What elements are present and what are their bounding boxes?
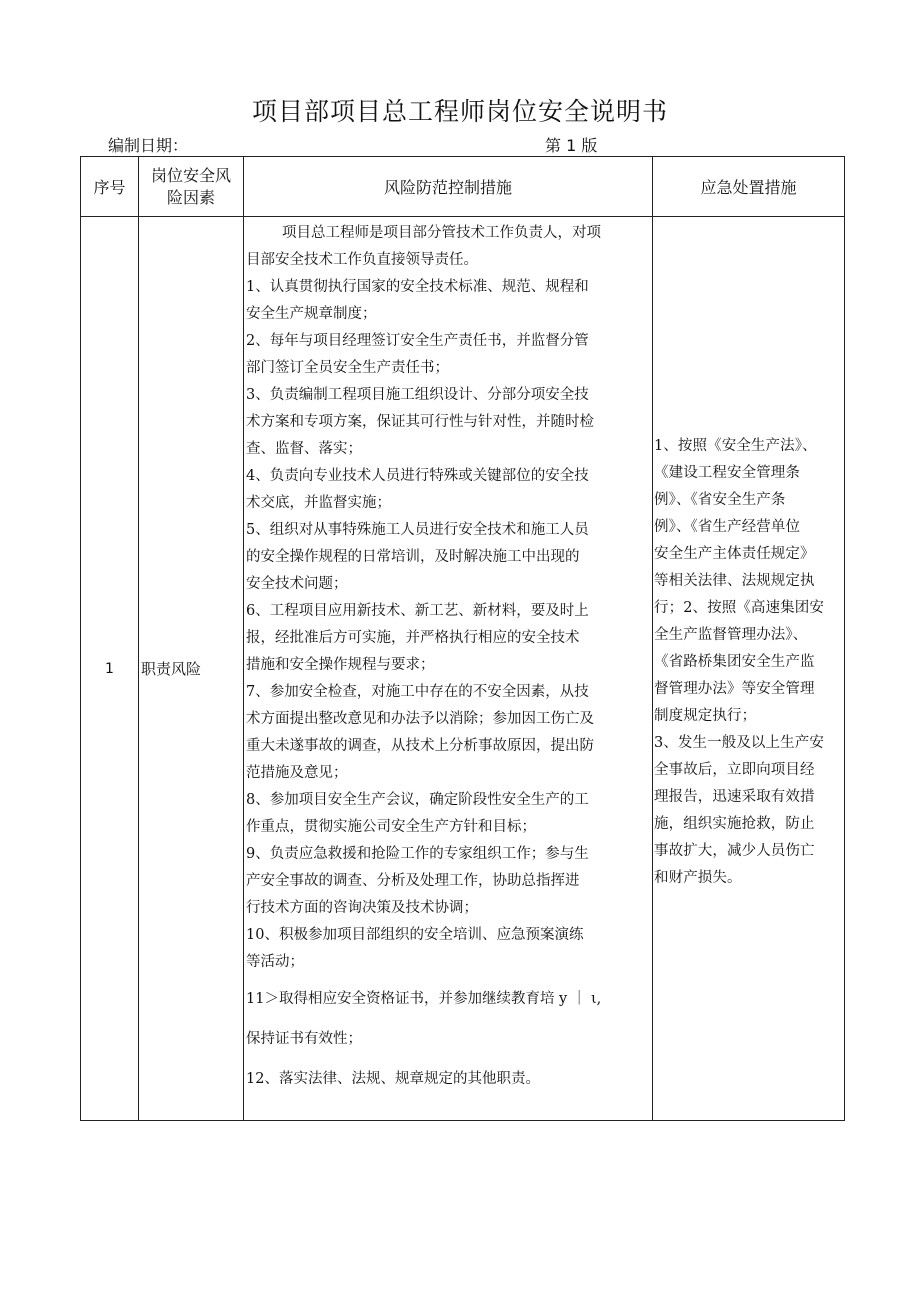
table-row — [81, 217, 845, 1121]
measure-line: 范措施及意见； — [246, 765, 348, 781]
emergency-line: 3、发生一般及以上生产安 — [654, 735, 824, 751]
measure-line: 查、监督、落实； — [246, 441, 362, 457]
measure-line: 措施和安全操作规程与要求； — [246, 657, 435, 673]
header-emergency-measures: 应急处置措施 — [653, 157, 845, 217]
measure-line: 安全技术问题； — [246, 576, 348, 592]
emergency-line: 安全生产主体责任规定》 — [654, 546, 815, 562]
measure-line: 6、工程项目应用新技术、新工艺、新材料，要及时上 — [246, 603, 589, 619]
version-label: 第 1 版 — [545, 136, 598, 155]
emergency-line: 例》、《省安全生产条 — [654, 492, 786, 508]
emergency-line: 全生产监督管理办法》、 — [654, 627, 808, 643]
document-title: 项目部项目总工程师岗位安全说明书 — [251, 97, 668, 126]
emergency-line: 等相关法律、法规规定执 — [654, 573, 815, 589]
risk-table — [80, 156, 845, 1121]
row-risk-factor: 职责风险 — [139, 217, 244, 1121]
measure-line: 目部安全技术工作负直接领导责任。 — [246, 252, 478, 268]
measure-line: 术交底，并监督实施； — [246, 495, 391, 511]
compile-date-label: 编制日期： — [108, 136, 189, 155]
measure-line: 9、负责应急救援和抢险工作的专家组织工作；参与生 — [246, 846, 589, 862]
row-seq: 1 — [81, 217, 139, 1121]
emergency-line: 督管理办法》等安全管理 — [654, 681, 815, 697]
measure-line: 的安全操作规程的日常培训，及时解决施工中出现的 — [246, 549, 580, 565]
header-risk-factor — [139, 157, 244, 217]
emergency-line: 事故扩大，减少人员伤亡 — [654, 843, 815, 859]
row-emergency-measures — [653, 217, 845, 1121]
header-seq: 序号 — [81, 157, 139, 217]
measure-line: 作重点，贯彻实施公司安全生产方针和目标； — [246, 819, 536, 835]
table-header-row — [81, 157, 845, 217]
measure-line: 项目总工程师是项目部分管技术工作负责人，对项 — [282, 225, 601, 241]
measure-line: 产安全事故的调查、分析及处理工作，协助总指挥进 — [246, 873, 580, 889]
measure-line: 保持证书有效性； — [246, 1031, 362, 1047]
emergency-line: 施，组织实施抢救，防止 — [654, 816, 815, 832]
measure-line: 等活动； — [246, 954, 304, 970]
measure-line: 术方案和专项方案，保证其可行性与针对性，并随时检 — [246, 414, 594, 430]
measure-line: 报，经批准后方可实施，并严格执行相应的安全技术 — [246, 630, 580, 646]
row-control-measures — [244, 217, 653, 1121]
emergency-line: 行；2、按照《高速集团安 — [654, 600, 824, 616]
header-risk-factor-line2: 险因素 — [166, 187, 215, 207]
measure-line: 4、负责向专业技术人员进行特殊或关键部位的安全技 — [246, 468, 589, 484]
measure-line: 12、落实法律、法规、规章规定的其他职责。 — [246, 1071, 540, 1087]
measure-line: 行技术方面的咨询决策及技术协调； — [246, 900, 478, 916]
header-control-measures: 风险防范控制措施 — [244, 157, 653, 217]
emergency-line: 1、按照《安全生产法》、 — [654, 438, 817, 454]
emergency-line: 全事故后，立即向项目经 — [654, 762, 815, 778]
measure-line: 11＞取得相应安全资格证书，并参加继续教育培 y ｜ ι, — [246, 991, 602, 1007]
emergency-line: 制度规定执行； — [654, 708, 757, 724]
measure-line: 部门签订全员安全生产责任书； — [246, 360, 449, 376]
measure-line: 安全生产规章制度； — [246, 306, 377, 322]
emergency-line: 《建设工程安全管理条 — [654, 465, 800, 481]
measure-line: 7、参加安全检查，对施工中存在的不安全因素，从技 — [246, 684, 589, 700]
emergency-line: 和财产损失。 — [654, 870, 742, 886]
measure-line: 1、认真贯彻执行国家的安全技术标准、规范、规程和 — [246, 279, 589, 295]
measure-line: 术方面提出整改意见和办法予以消除；参加因工伤亡及 — [246, 711, 594, 727]
header-risk-factor-line1: 岗位安全风 — [150, 165, 231, 185]
measure-line: 10、积极参加项目部组织的安全培训、应急预案演练 — [246, 927, 584, 943]
measure-line: 5、组织对从事特殊施工人员进行安全技术和施工人员 — [246, 522, 589, 538]
measure-line: 重大未遂事故的调查，从技术上分析事故原因，提出防 — [246, 738, 594, 754]
measure-line: 8、参加项目安全生产会议，确定阶段性安全生产的工 — [246, 792, 589, 808]
measure-line: 2、每年与项目经理签订安全生产责任书，并监督分管 — [246, 333, 589, 349]
emergency-line: 例》、《省生产经营单位 — [654, 519, 801, 535]
measure-line: 3、负责编制工程项目施工组织设计、分部分项安全技 — [246, 387, 589, 403]
emergency-line: 理报告，迅速采取有效措 — [654, 789, 815, 805]
emergency-line: 《省路桥集团安全生产监 — [654, 654, 815, 670]
